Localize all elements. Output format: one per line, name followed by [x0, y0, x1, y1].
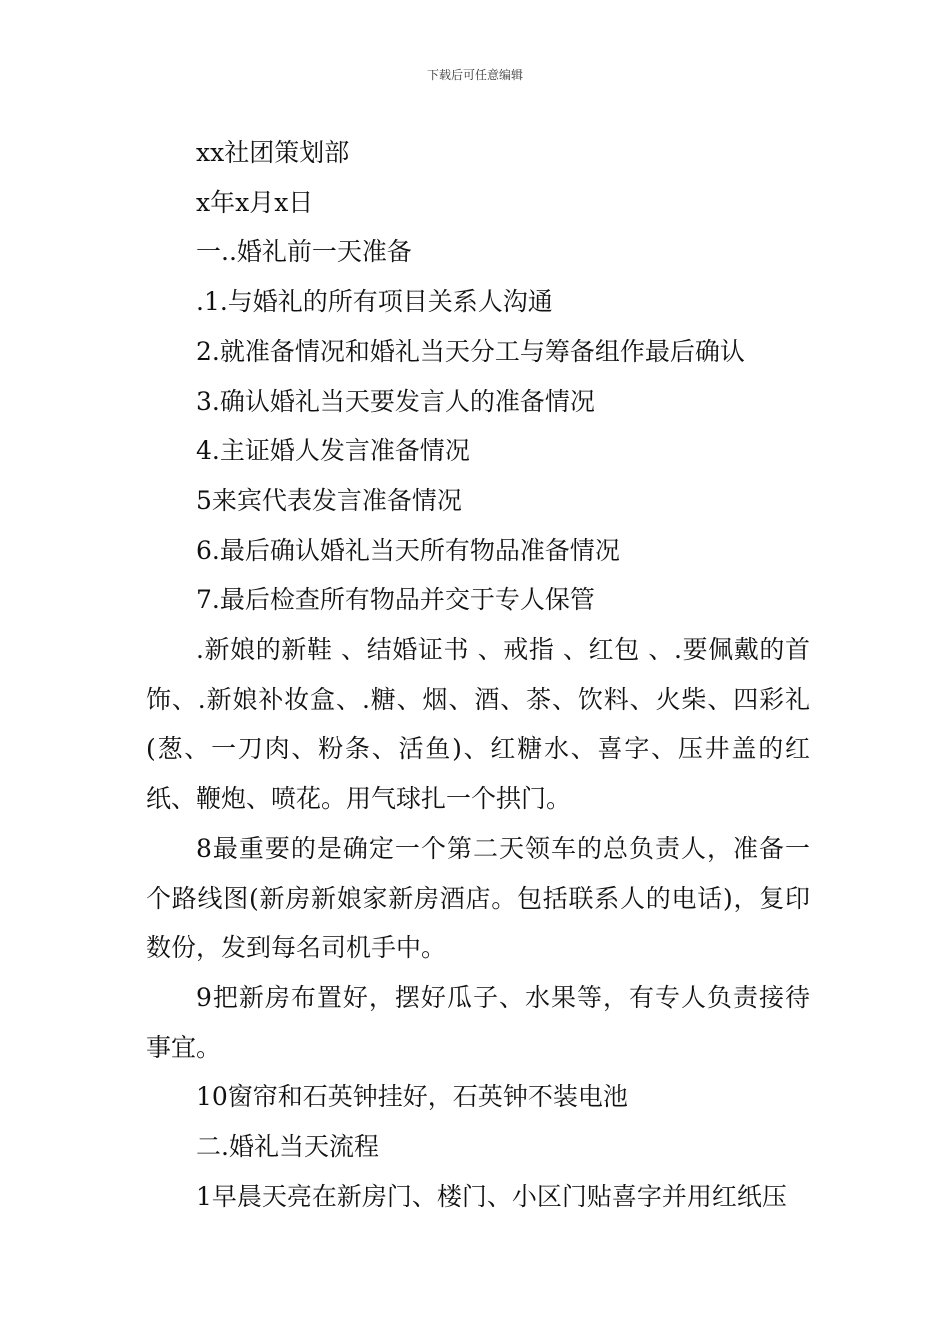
organization-line: xx社团策划部 [196, 138, 350, 167]
items-paragraph: .新娘的新鞋 、结婚证书 、戒指 、红包 、.要佩戴的首饰、.新娘补妆盒、.糖、烟、酒、茶、饮料、火柴、四彩礼(葱、一刀肉、粉条、活鱼)、红糖水、喜字、压井盖的红纸、鞭炮、喷花。用气球扎一个拱门。 [146, 635, 810, 814]
document-body [146, 128, 810, 1221]
list-item: 1早晨天亮在新房门、楼门、小区门贴喜字并用红纸压 [196, 1181, 787, 1211]
section-heading-1: 一..婚礼前一天准备 [196, 237, 412, 267]
page-header: 下载后可任意编辑 [426, 68, 523, 82]
list-item: 4.主证婚人发言准备情况 [196, 436, 470, 466]
section-heading-2: 二.婚礼当天流程 [196, 1132, 379, 1162]
list-item: 3.确认婚礼当天要发言人的准备情况 [196, 386, 595, 416]
list-item: 9把新房布置好，摆好瓜子、水果等，有专人负责接待事宜。 [146, 982, 810, 1062]
list-item: 8最重要的是确定一个第二天领车的总负责人，准备一个路线图(新房新娘家新房酒店。包括联系人的电话)，复印数份，发到每名司机手中。 [146, 833, 810, 963]
list-item: 2.就准备情况和婚礼当天分工与筹备组作最后确认 [196, 336, 745, 366]
list-item: 10窗帘和石英钟挂好，石英钟不装电池 [196, 1082, 628, 1112]
date-line: x年x月x日 [196, 187, 314, 217]
list-item: 7.最后检查所有物品并交于专人保管 [196, 585, 595, 615]
list-item: .1.与婚礼的所有项目关系人沟通 [196, 287, 553, 317]
list-item: 6.最后确认婚礼当天所有物品准备情况 [196, 535, 620, 565]
list-item: 5来宾代表发言准备情况 [196, 485, 462, 515]
